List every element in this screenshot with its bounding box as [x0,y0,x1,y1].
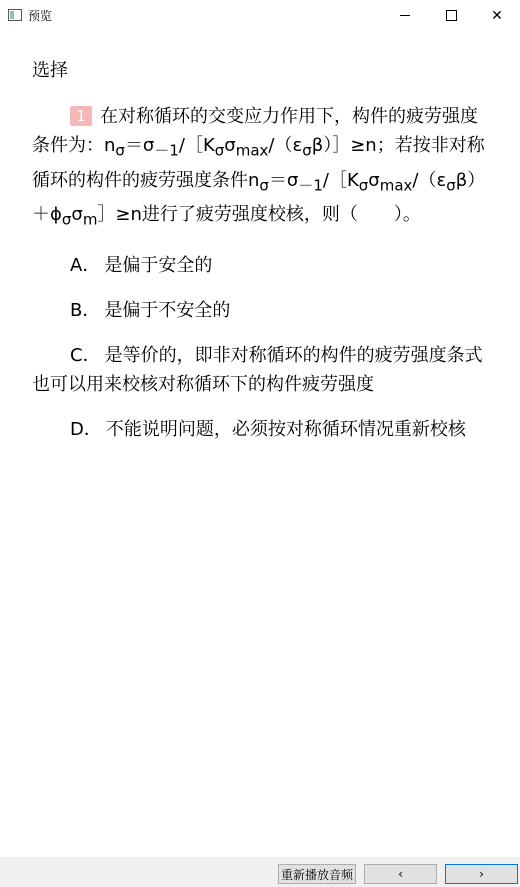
stem-text-4: σ [224,135,236,156]
option-b-text: 是偏于不安全的 [104,299,231,321]
stem-sub-9: max [379,176,413,195]
stem-text-3: /［K [178,135,215,156]
maximize-button[interactable] [428,0,474,31]
stem-text-13: ］≥n进行了疲劳强度校核，则（ ）。 [97,204,421,226]
option-c-text: 是等价的，即非对称循环的构件的疲劳强度条式也可以用来校核对称循环下的构件疲劳强度 [32,344,483,395]
question-content [32,56,492,444]
stem-sub-12: m [82,210,98,229]
stem-text-11: β）＋ϕ [32,169,486,226]
title-bar [0,0,520,31]
close-icon: ✕ [491,7,503,24]
option-b-letter: B． [70,299,101,321]
next-button[interactable] [445,864,518,884]
stem-text-5: /（ε [268,135,303,156]
stem-text-6: β）］≥n；若按非对称循环的构件的疲劳强度条件n [32,135,485,191]
stem-text-9: σ [368,169,380,191]
stem-sub-11: σ [61,210,72,229]
stem-sub-8: σ [358,176,369,195]
stem-sub-3: σ [214,141,225,160]
close-button[interactable] [474,0,520,31]
section-title: 选择 [32,60,68,81]
stem-text-8: /［K [322,169,359,191]
option-d-letter: D． [70,418,102,440]
option-b[interactable] [32,296,492,325]
chevron-left-icon: ‹ [398,867,403,881]
stem-sub-5: σ [302,141,312,160]
stem-sub-1: σ [115,141,125,160]
option-d-text: 不能说明问题，必须按对称循环情况重新校核 [105,418,466,440]
stem-sub-6: σ [259,176,269,195]
question-stem [32,102,492,235]
stem-text-2: ＝σ [124,135,155,156]
option-d[interactable] [32,415,492,444]
stem-text-1: 在对称循环的交变应力作用下，构件的疲劳强度条件为：n [32,106,478,156]
previous-button[interactable] [364,864,437,884]
app-window-icon [8,9,22,21]
question-number-badge: 1 [70,106,92,126]
option-a-text: 是偏于安全的 [104,254,213,276]
chevron-right-icon: › [479,867,484,881]
window-title: 预览 [28,9,53,23]
minimize-icon [400,15,410,16]
option-a[interactable] [32,251,492,280]
bottom-toolbar [0,857,520,887]
stem-sub-10: σ [446,176,456,195]
stem-text-7: ＝σ [268,169,299,191]
stem-text-10: /（ε [412,169,447,191]
option-c[interactable] [32,341,492,399]
stem-text-12: σ [71,204,83,226]
option-c-letter: C． [70,344,101,366]
stem-sub-4: max [235,141,269,160]
option-a-letter: A． [70,254,101,276]
maximize-icon [446,10,457,21]
replay-audio-button[interactable]: 重新播放音频 [278,864,356,884]
stem-sub-2: －1 [154,141,179,160]
minimize-button[interactable] [382,0,428,31]
stem-sub-7: －1 [298,176,323,195]
